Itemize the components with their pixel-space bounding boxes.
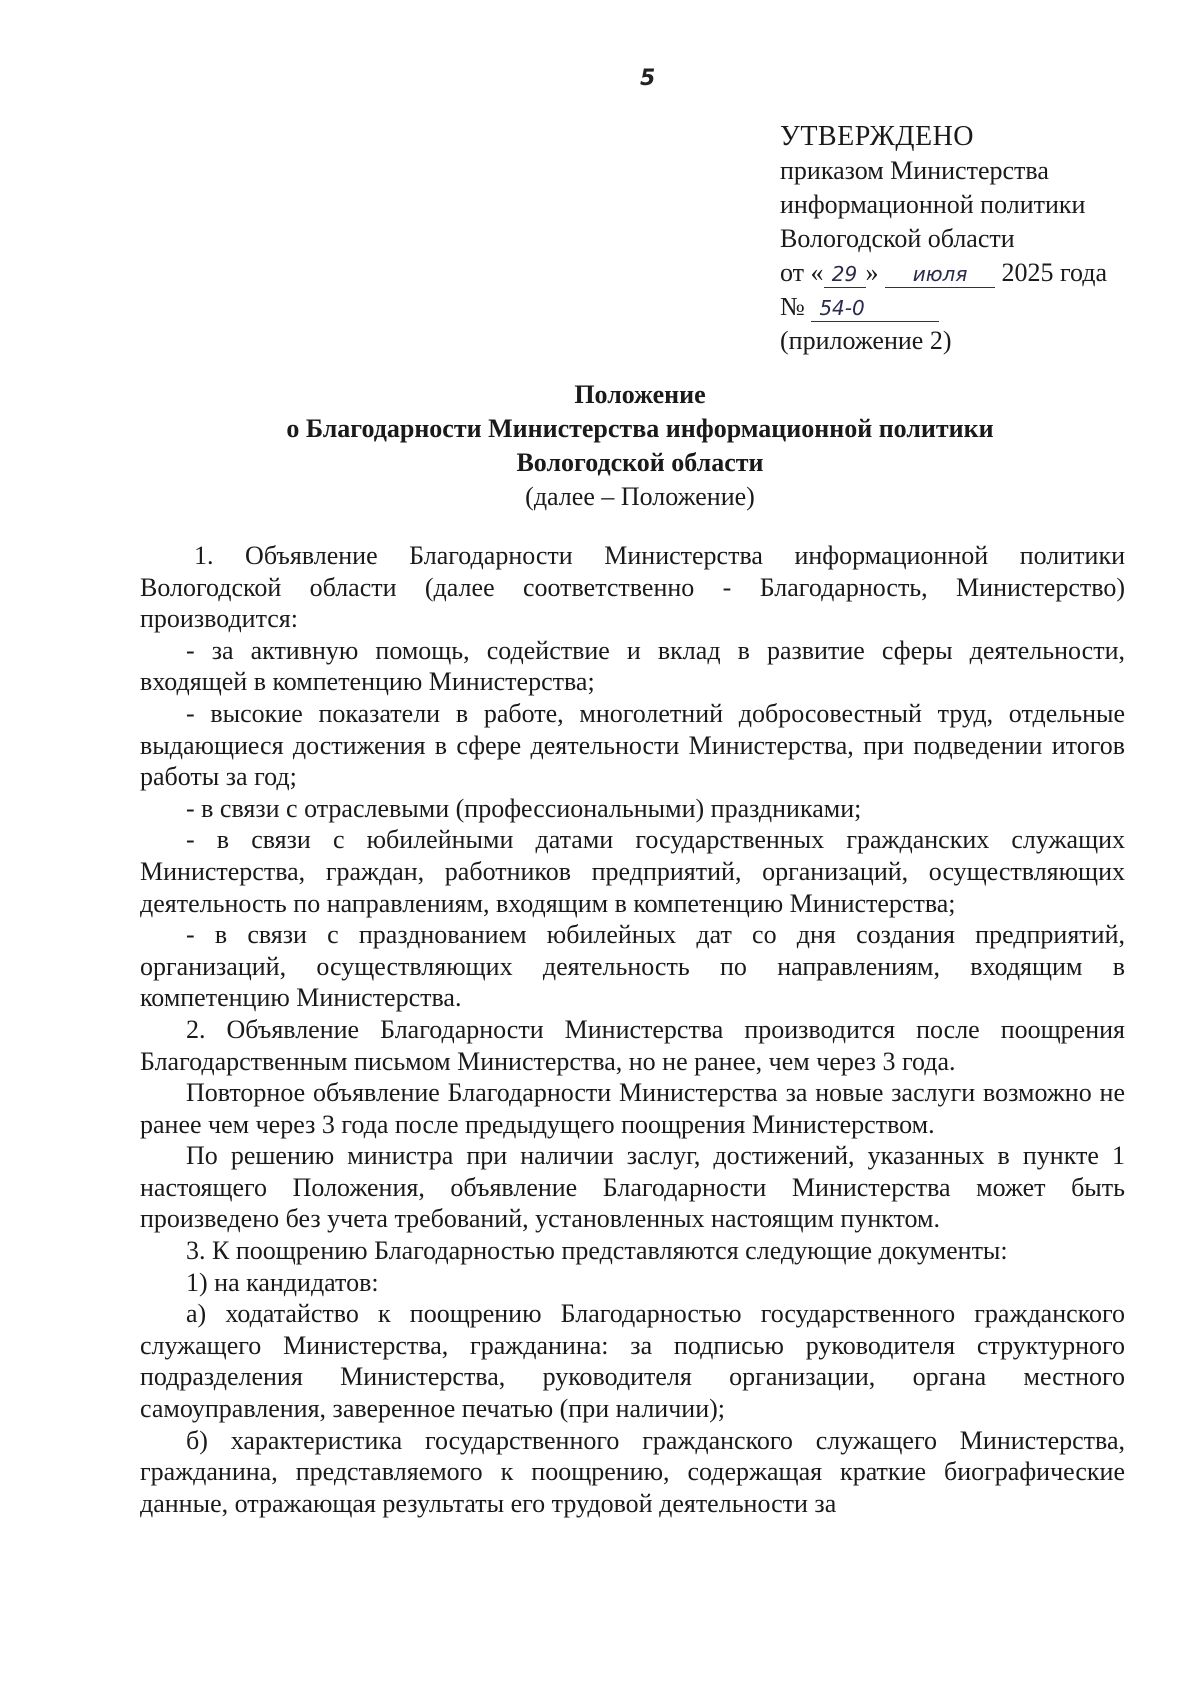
approval-line-ministry: информационной политики — [780, 190, 1086, 219]
approved-heading: УТВЕРЖДЕНО — [780, 121, 975, 152]
date-mid: » — [865, 258, 886, 287]
paragraph: По решению министра при наличии заслуг, достижений, указанных в пункте 1 настоящего Положения, объявление Благодарности Министерства может быть произведено без учета требований, установленных настоящим пунктом. — [140, 1141, 1125, 1234]
paragraph: - в связи с отраслевыми (профессиональными) праздниками; — [186, 793, 862, 823]
approval-line-region: Вологодской области — [780, 224, 1015, 253]
approval-line-order: приказом Министерства — [780, 156, 1049, 185]
approval-date-line — [780, 256, 1180, 290]
paragraph: б) характеристика государственного гражданского служащего Министерства, гражданина, представляемого к поощрению, содержащая краткие биографические данные, отражающая результаты его трудовой деятельности за — [140, 1425, 1125, 1518]
title-line-3: Вологодской области — [516, 448, 764, 477]
title-line-2: о Благодарности Министерства информационной политики — [286, 414, 994, 443]
approval-appendix: (приложение 2) — [780, 326, 952, 355]
paragraph: 1) на кандидатов: — [186, 1267, 379, 1297]
title-line-4: (далее – Положение) — [525, 482, 755, 511]
handwritten-month: июля — [885, 261, 995, 288]
date-suffix: 2025 года — [995, 258, 1108, 287]
number-prefix: № — [780, 292, 812, 321]
document-body — [140, 540, 1125, 1519]
approval-stamp-block — [780, 120, 1180, 358]
paragraph: 1. Объявление Благодарности Министерства информационной политики Вологодской области (далее соответственно - Благодарность, Министерство) производится: — [140, 541, 1125, 634]
paragraph: - высокие показатели в работе, многолетний добросовестный труд, отдельные выдающиеся достижения в сфере деятельности Министерства, при подведении итогов работы за год; — [140, 698, 1125, 792]
paragraph: - в связи с празднованием юбилейных дат со дня создания предприятий, организаций, осуществляющих деятельность по направлениям, входящим в компетенцию Министерства. — [140, 920, 1125, 1013]
paragraph: Повторное объявление Благодарности Министерства за новые заслуги возможно не ранее чем через 3 года после предыдущего поощрения Министерством. — [140, 1078, 1125, 1139]
paragraph: 3. К поощрению Благодарностью представляются следующие документы: — [186, 1236, 1008, 1266]
paragraph: - за активную помощь, содействие и вклад в развитие сферы деятельности, входящей в компетенцию Министерства; — [140, 635, 1125, 697]
handwritten-number: 54-0 — [811, 295, 939, 322]
paragraph: а) ходатайство к поощрению Благодарностью государственного гражданского служащего Министерства, гражданина: за подписью руководителя структурного подразделения Министерства, руководителя организации, органа местного самоуправления, заверенное печатью (при наличии); — [140, 1299, 1125, 1424]
handwritten-day: 29 — [824, 261, 866, 288]
paragraph: 2. Объявление Благодарности Министерства производится после поощрения Благодарственным письмом Министерства, но не ранее, чем через 3 года. — [140, 1014, 1125, 1076]
page-number: 5 — [640, 66, 656, 91]
title-line-1: Положение — [574, 380, 706, 409]
date-prefix: от « — [780, 258, 824, 287]
paragraph: - в связи с юбилейными датами государственных гражданских служащих Министерства, граждан, работников предприятий, организаций, осуществляющих деятельность по направлениям, входящим в компетенцию Министерства; — [140, 825, 1125, 918]
document-title — [140, 378, 1140, 514]
approval-number-line — [780, 290, 1180, 324]
